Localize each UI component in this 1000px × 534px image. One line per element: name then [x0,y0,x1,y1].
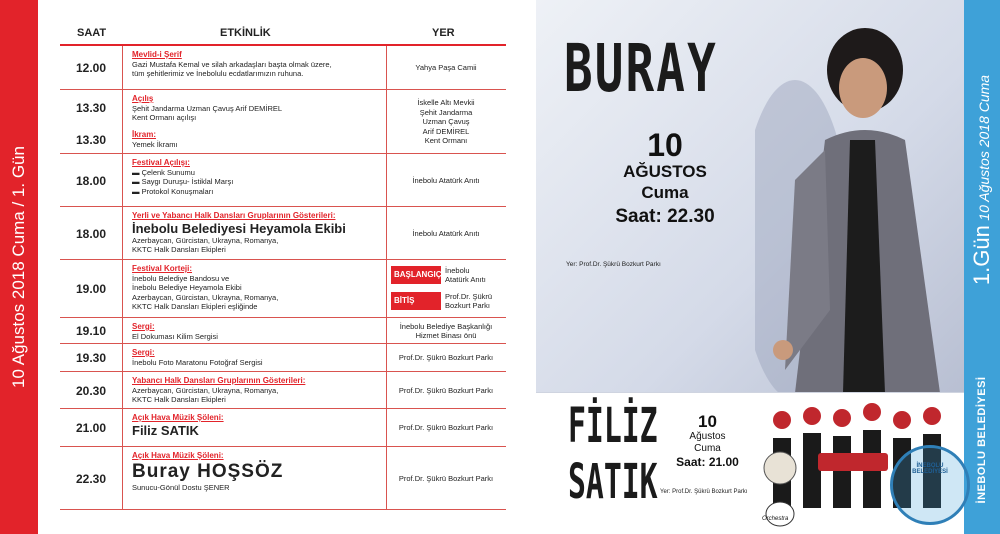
place-line: Hizmet Binası önü [415,331,477,340]
row-place [386,474,506,484]
row-time: 22.30 [75,471,107,486]
cortege-end-place [445,292,492,310]
filiz-day: 10 [698,412,717,431]
buray-name: BURAY [564,30,718,107]
table-row [60,126,506,154]
event-line: ▬ Protokol Konuşmaları [132,186,214,196]
row-place [386,423,506,433]
event-line: İnebolu Foto Maratonu Fotoğraf Sergisi [132,357,263,367]
cortege-start-place [445,266,486,284]
column-divider [122,126,123,153]
row-time: 18.00 [75,226,107,241]
buray-day: 10 [647,127,683,163]
table-row [60,260,506,318]
right-day-band [964,0,1000,534]
event-title: Açık Hava Müzik Şöleni: [132,451,224,460]
event-line: Azerbaycan, Gürcistan, Ukrayna, Romanya, [132,385,279,395]
filiz-weekday: Cuma [694,443,721,454]
table-row [60,372,506,409]
row-event [132,211,380,255]
row-time: 12.00 [75,61,107,75]
event-line: KKTC Halk Dansları Ekipleri [132,245,226,254]
place-line: Kent Ormanı [424,136,468,145]
column-divider [122,372,123,408]
column-divider [122,154,123,206]
row-time: 19.00 [75,282,107,296]
cortege-start-label: BAŞLANGIÇ: [391,266,441,284]
event-headliner: İnebolu Belediyesi Heyamola Ekibi [132,220,346,236]
event-title: Mevlid-i Şerif [132,50,182,59]
event-headliner: Filiz SATIK [132,422,199,438]
row-event [132,451,380,492]
row-time: 19.30 [75,351,107,365]
row-event [132,158,380,196]
event-line: Gazi Mustafa Kemal ve silah arkadaşları başta olmak üzere, [132,59,332,69]
event-line: KKTC Halk Dansları Ekipleri eşliğinde [132,302,258,311]
place-line: Prof.Dr. Şükrü Bozkurt Parkı [398,385,494,395]
place-line: Yahya Paşa Camii [415,63,477,73]
table-rows [60,46,506,510]
place-line: Prof.Dr. Şükrü Bozkurt Parkı [398,423,494,433]
row-time: 19.10 [75,324,107,338]
row-time: 13.30 [75,101,107,115]
table-row [60,154,506,207]
event-line: tüm şehitlerimiz ve İnebolulu ecdatlarımızın ruhuna. [132,69,304,78]
day-date: 10 Ağustos 2018 Cuma [976,74,992,221]
event-line: ▬ Saygı Duruşu- İstiklal Marşı [132,177,234,186]
event-line: Yemek İkramı [132,139,178,149]
row-time: 21.00 [75,421,107,435]
column-divider [122,318,123,343]
filiz-venue: Yer: Prof.Dr. Şükrü Bozkurt Parkı [660,489,748,495]
row-event [132,413,380,438]
table-row [60,447,506,510]
event-title: İkram: [132,130,157,139]
event-line: Şehit Jandarma Uzman Çavuş Arif DEMİREL [132,103,283,113]
row-place [386,176,506,186]
buray-photo [755,10,955,393]
event-line: El Dokuması Kilim Sergisi [132,331,218,341]
event-line: Sunucu-Gönül Dostu ŞENER [132,482,230,492]
filiz-name: FİLİZ SATIK [568,398,658,510]
column-divider [122,90,123,126]
table-row [60,409,506,447]
row-place [386,322,506,341]
row-event [132,322,380,341]
row-time: 18.00 [75,173,107,188]
table-row [60,318,506,344]
event-line: Azerbaycan, Gürcistan, Ukrayna, Romanya, [132,292,279,302]
buray-weekday: Cuma [641,183,689,202]
row-time: 13.30 [75,133,107,147]
day-label: 1.Gün [969,225,994,286]
table-row [60,207,506,260]
municipality-label: İNEBOLU BELEDİYESİ [976,376,988,504]
event-headliner: Buray HOŞSÖZ [132,460,284,482]
filiz-date-block [665,413,750,469]
event-line: İnebolu Belediye Bandosu ve [132,273,230,283]
row-place [386,63,506,73]
event-title: Yerli ve Yabancı Halk Dansları Gruplarının Gösterileri: [132,211,336,220]
buray-date-block [590,128,740,230]
place-line: İnebolu Atatürk Anıtı [412,228,480,238]
place-line: İskelle Altı Mevkii [417,98,475,107]
row-event [132,130,380,149]
place-line: Prof.Dr. Şükrü Bozkurt Parkı [398,473,494,483]
buray-time: Saat: 22.30 [615,206,715,227]
column-divider [122,409,123,446]
event-line: ▬ Çelenk Sunumu [132,167,195,177]
filiz-month: Ağustos [689,431,726,442]
seal-text: İNEBOLU BELEDİYESİ [912,463,948,475]
event-line: Kent Ormanı açılışı [132,113,197,122]
row-place [386,353,506,363]
header-time: SAAT [77,27,107,39]
place-line: İnebolu [445,266,470,275]
place-line: Uzman Çavuş [422,117,470,126]
event-line: İnebolu Belediye Heyamola Ekibi [132,283,242,292]
place-line: Prof.Dr. Şükrü Bozkurt Parkı [398,353,494,363]
row-event [132,50,380,79]
panel-divider [536,392,964,393]
place-line: Atatürk Anıtı [445,275,486,284]
table-header [60,22,506,46]
row-time: 20.30 [75,383,107,398]
right-band-title [969,75,995,285]
column-divider [122,260,123,317]
place-line: Prof.Dr. Şükrü [445,292,493,301]
event-title: Açık Hava Müzik Şöleni: [132,413,224,422]
row-event [132,94,380,123]
filiz-time: Saat: 21.00 [676,455,739,469]
schedule-table [60,22,506,510]
row-place [386,229,506,239]
place-line: İnebolu Atatürk Anıtı [412,175,480,185]
column-divider [122,46,123,89]
table-row [60,344,506,372]
row-event [132,348,380,367]
place-line: Şehit Jandarma [419,107,473,117]
event-line: Azerbaycan, Gürcistan, Ukrayna, Romanya, [132,235,279,245]
buray-venue: Yer: Prof.Dr. Şükrü Bozkurt Parkı [566,261,661,268]
event-title: Festival Açılışı: [132,158,190,167]
table-row [60,46,506,90]
event-title: Yabancı Halk Dansları Gruplarının Gösterileri: [132,376,306,385]
column-divider [122,344,123,371]
buray-month: AĞUSTOS [623,162,707,181]
event-title: Sergi: [132,348,155,357]
event-title: Festival Korteji: [132,264,193,273]
column-divider [122,447,123,509]
row-event [132,376,380,405]
orchestra-logo: Orchestra [762,516,789,522]
place-line: İnebolu Belediye Başkanlığı [399,321,493,331]
event-line: KKTC Halk Dansları Ekipleri [132,395,226,404]
place-line: Bozkurt Parkı [445,301,491,310]
row-place [386,386,506,396]
header-event: ETKİNLİK [220,27,271,39]
left-band-text: 10 Ağustos 2018 Cuma / 1. Gün [9,146,28,388]
column-divider [386,260,387,317]
municipality-seal [890,445,970,525]
event-title: Sergi: [132,322,155,331]
cortege-end-label: BİTİŞ [391,292,441,310]
event-title: Açılış [132,94,154,103]
column-divider [122,207,123,259]
place-line: Arif DEMİREL [422,126,470,136]
header-place: YER [432,27,455,39]
left-date-band [0,0,38,534]
column-divider [386,126,387,153]
row-event [132,264,380,312]
